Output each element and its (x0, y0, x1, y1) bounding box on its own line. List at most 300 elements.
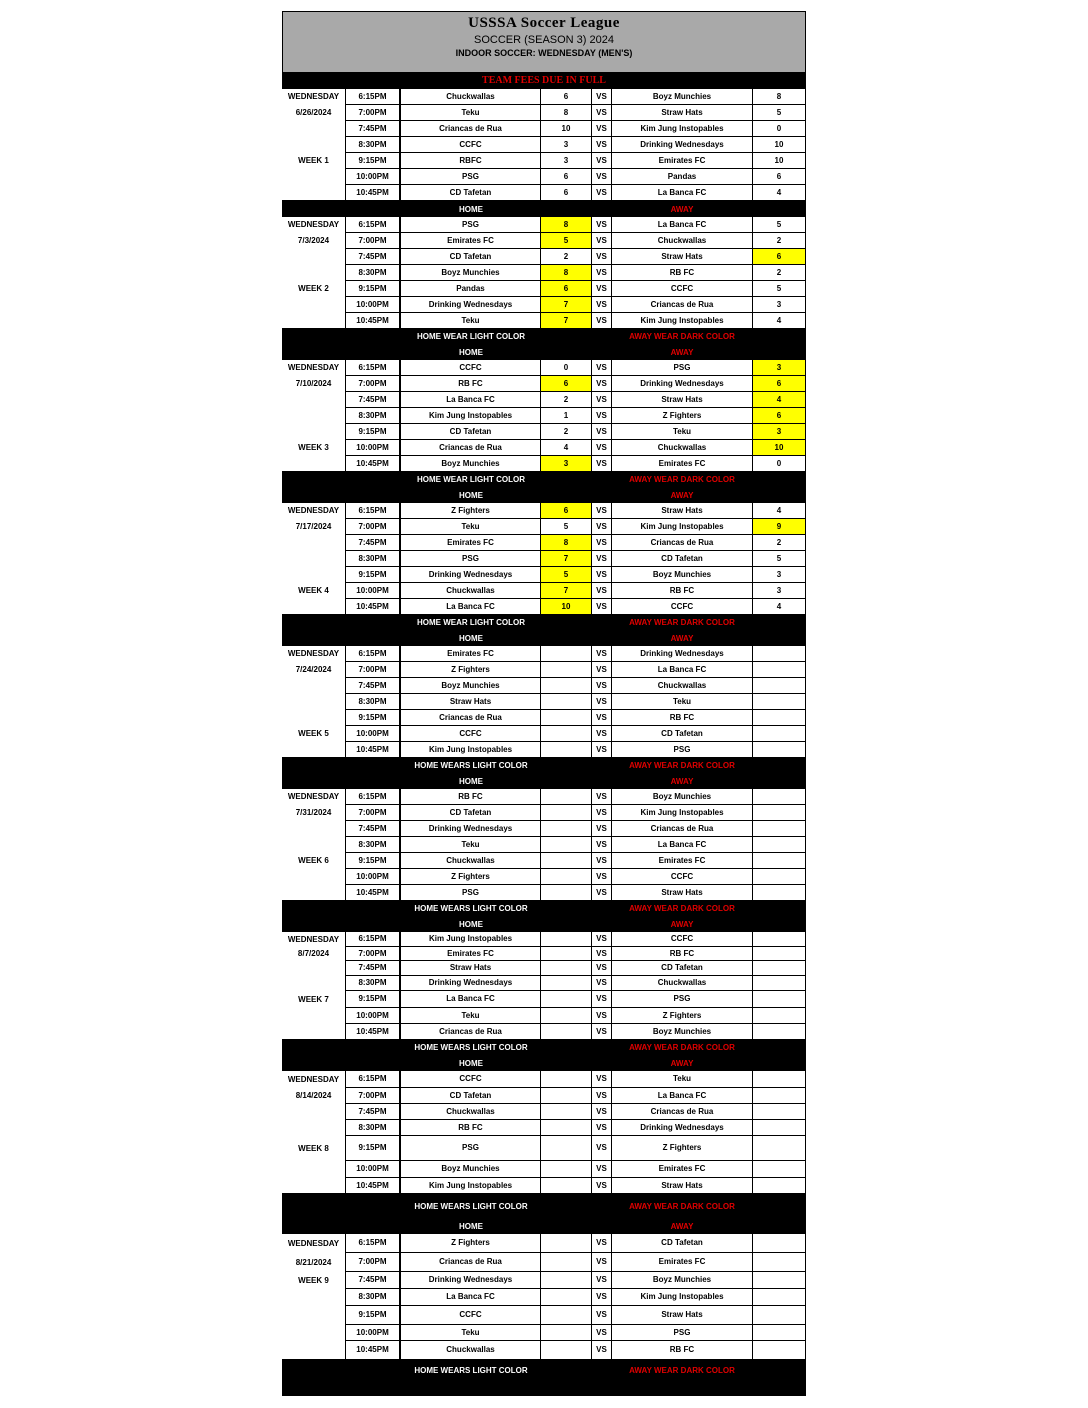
away-score: 6 (753, 249, 805, 264)
game-time: 9:15PM (346, 153, 399, 168)
home-score (541, 947, 591, 960)
vs-label: VS (592, 583, 611, 598)
away-team: CD Tafetan (612, 551, 752, 566)
game-time: 9:15PM (346, 281, 399, 296)
table-row (282, 805, 806, 821)
table-row (282, 646, 806, 662)
game-time: 8:30PM (346, 837, 399, 852)
table-row (282, 1306, 806, 1325)
away-team: Straw Hats (612, 1306, 752, 1324)
away-label: AWAY (670, 490, 694, 500)
away-score (753, 1008, 805, 1023)
away-score (753, 694, 805, 709)
game-time: 8:30PM (346, 1289, 399, 1305)
game-time: 10:00PM (346, 869, 399, 884)
game-time: 7:45PM (346, 1104, 399, 1119)
day-label: WEDNESDAY (287, 220, 340, 229)
away-team: Boyz Munchies (612, 789, 752, 804)
table-row (282, 885, 806, 901)
away-score: 5 (753, 217, 805, 232)
home-team: Pandas (401, 281, 540, 296)
day-label: WEDNESDAY (287, 792, 340, 801)
game-time: 7:00PM (346, 233, 399, 248)
home-score (541, 694, 591, 709)
away-score: 10 (753, 137, 805, 152)
home-score: 7 (541, 551, 591, 566)
home-score (541, 710, 591, 725)
date-label: 8/7/2024 (297, 949, 330, 958)
table-row (282, 424, 806, 440)
home-score: 8 (541, 217, 591, 232)
game-time: 9:15PM (346, 853, 399, 868)
home-team: Emirates FC (401, 233, 540, 248)
table-row (282, 535, 806, 551)
table-row (282, 869, 806, 885)
vs-label: VS (592, 869, 611, 884)
home-score: 2 (541, 424, 591, 439)
away-team: Pandas (612, 169, 752, 184)
home-team: PSG (401, 169, 540, 184)
label-row (282, 1218, 806, 1234)
home-score (541, 789, 591, 804)
fees-notice: TEAM FEES DUE IN FULL (482, 75, 606, 86)
home-team: RB FC (401, 1120, 540, 1135)
home-score (541, 991, 591, 1007)
game-time: 8:30PM (346, 265, 399, 280)
away-team: Boyz Munchies (612, 1272, 752, 1288)
date-label: 7/24/2024 (295, 665, 332, 674)
week-label: WEEK 5 (298, 729, 329, 738)
away-label: AWAY WEAR DARK COLOR (629, 475, 735, 484)
away-score (753, 869, 805, 884)
away-team: La Banca FC (612, 662, 752, 677)
home-label: HOME (459, 919, 483, 929)
away-label: AWAY WEAR DARK COLOR (629, 618, 735, 627)
table-row (282, 821, 806, 837)
away-team: Kim Jung Instopables (612, 1289, 752, 1305)
game-time: 7:45PM (346, 121, 399, 136)
home-score: 3 (541, 456, 591, 471)
division-title: INDOOR SOCCER: WEDNESDAY (MEN'S) (455, 48, 633, 58)
date-label: 7/31/2024 (295, 808, 332, 817)
day-label: WEDNESDAY (287, 649, 340, 658)
home-score (541, 678, 591, 693)
home-score (541, 961, 591, 975)
game-time: 8:30PM (346, 408, 399, 423)
home-team: Z Fighters (401, 662, 540, 677)
away-team: Emirates FC (612, 1253, 752, 1271)
away-team: Teku (612, 424, 752, 439)
game-time: 6:15PM (346, 360, 399, 375)
away-team: CD Tafetan (612, 726, 752, 741)
home-score (541, 1234, 591, 1252)
game-time: 10:00PM (346, 1161, 399, 1177)
away-label: AWAY (670, 1221, 694, 1231)
home-score (541, 885, 591, 900)
label-row (282, 773, 806, 789)
game-time: 10:45PM (346, 742, 399, 757)
away-score (753, 837, 805, 852)
home-score: 10 (541, 599, 591, 614)
game-time: 7:00PM (346, 662, 399, 677)
vs-label: VS (592, 360, 611, 375)
table-row (282, 551, 806, 567)
home-team: CCFC (401, 1071, 540, 1087)
date-label: 8/21/2024 (295, 1258, 332, 1267)
game-time: 7:45PM (346, 1272, 399, 1288)
away-score (753, 821, 805, 836)
table-row (282, 976, 806, 991)
home-team: Chuckwallas (401, 1341, 540, 1359)
table-row (282, 249, 806, 265)
away-score (753, 991, 805, 1007)
home-score (541, 1104, 591, 1119)
away-team: Chuckwallas (612, 678, 752, 693)
day-label: WEDNESDAY (287, 363, 340, 372)
home-team: Emirates FC (401, 535, 540, 550)
away-score (753, 1120, 805, 1135)
table-row (282, 1178, 806, 1194)
home-team: La Banca FC (401, 991, 540, 1007)
home-team: PSG (401, 551, 540, 566)
away-team: Straw Hats (612, 885, 752, 900)
game-time: 10:45PM (346, 1024, 399, 1039)
vs-label: VS (592, 1306, 611, 1324)
table-row (282, 662, 806, 678)
label-row (282, 329, 806, 344)
away-score: 0 (753, 121, 805, 136)
home-team: Drinking Wednesdays (401, 976, 540, 990)
week-label: WEEK 9 (298, 1276, 329, 1285)
game-time: 7:45PM (346, 961, 399, 975)
away-team: Drinking Wednesdays (612, 1120, 752, 1135)
label-row (282, 1040, 806, 1055)
away-team: PSG (612, 742, 752, 757)
away-team: Z Fighters (612, 1008, 752, 1023)
vs-label: VS (592, 281, 611, 296)
table-row (282, 313, 806, 329)
table-row (282, 853, 806, 869)
away-score (753, 1178, 805, 1193)
home-team: Kim Jung Instopables (401, 742, 540, 757)
table-row (282, 991, 806, 1008)
table-row (282, 1341, 806, 1360)
away-team: PSG (612, 1325, 752, 1340)
vs-label: VS (592, 376, 611, 391)
away-score: 9 (753, 519, 805, 534)
week-block-6 (282, 789, 806, 932)
week-block-5 (282, 646, 806, 789)
schedule-sheet (282, 11, 806, 1396)
game-time: 7:00PM (346, 105, 399, 120)
home-score: 6 (541, 185, 591, 200)
home-team: CD Tafetan (401, 424, 540, 439)
game-time: 6:15PM (346, 1071, 399, 1087)
home-score (541, 662, 591, 677)
game-time: 7:00PM (346, 1253, 399, 1271)
away-score (753, 662, 805, 677)
home-team: CD Tafetan (401, 185, 540, 200)
home-score (541, 726, 591, 741)
week-label: WEEK 2 (298, 284, 329, 293)
away-score: 5 (753, 105, 805, 120)
label-row (282, 615, 806, 630)
home-score: 6 (541, 503, 591, 518)
game-time: 7:00PM (346, 805, 399, 820)
away-team: Boyz Munchies (612, 1024, 752, 1039)
vs-label: VS (592, 947, 611, 960)
home-score: 5 (541, 519, 591, 534)
game-time: 10:00PM (346, 169, 399, 184)
home-team: La Banca FC (401, 1289, 540, 1305)
vs-label: VS (592, 535, 611, 550)
away-team: Teku (612, 694, 752, 709)
home-label: HOME WEAR LIGHT COLOR (417, 332, 525, 341)
home-score: 3 (541, 153, 591, 168)
away-score: 10 (753, 153, 805, 168)
label-row (282, 758, 806, 773)
vs-label: VS (592, 185, 611, 200)
home-team: CD Tafetan (401, 805, 540, 820)
table-row (282, 105, 806, 121)
vs-label: VS (592, 885, 611, 900)
table-row (282, 1008, 806, 1024)
away-team: CD Tafetan (612, 1234, 752, 1252)
vs-label: VS (592, 1088, 611, 1103)
away-label: AWAY WEAR DARK COLOR (629, 332, 735, 341)
table-row (282, 376, 806, 392)
game-time: 10:45PM (346, 456, 399, 471)
table-row (282, 1289, 806, 1306)
home-score: 6 (541, 376, 591, 391)
vs-label: VS (592, 961, 611, 975)
season-title: SOCCER (SEASON 3) 2024 (474, 34, 614, 46)
away-score (753, 1306, 805, 1324)
away-score (753, 1161, 805, 1177)
label-row (282, 1360, 806, 1380)
vs-label: VS (592, 1104, 611, 1119)
home-team: Kim Jung Instopables (401, 408, 540, 423)
game-time: 6:15PM (346, 503, 399, 518)
away-label: AWAY WEAR DARK COLOR (629, 761, 735, 770)
away-score: 8 (753, 89, 805, 104)
away-team: RB FC (612, 265, 752, 280)
home-team: Chuckwallas (401, 89, 540, 104)
schedule-body (282, 89, 806, 1380)
table-row (282, 837, 806, 853)
away-label: AWAY (670, 204, 694, 214)
away-team: Kim Jung Instopables (612, 313, 752, 328)
vs-label: VS (592, 519, 611, 534)
home-score: 8 (541, 265, 591, 280)
table-row (282, 789, 806, 805)
vs-label: VS (592, 169, 611, 184)
vs-label: VS (592, 121, 611, 136)
away-label: AWAY WEAR DARK COLOR (629, 1043, 735, 1052)
schedule-header (282, 11, 806, 73)
home-score: 8 (541, 105, 591, 120)
label-row (282, 344, 806, 360)
away-team: RB FC (612, 583, 752, 598)
home-label: HOME WEAR LIGHT COLOR (417, 475, 525, 484)
week-block-4 (282, 503, 806, 646)
vs-label: VS (592, 1325, 611, 1340)
vs-label: VS (592, 456, 611, 471)
home-score (541, 646, 591, 661)
label-row (282, 472, 806, 487)
game-time: 7:45PM (346, 392, 399, 407)
away-score: 5 (753, 551, 805, 566)
label-row (282, 487, 806, 503)
table-row (282, 217, 806, 233)
table-row (282, 1071, 806, 1088)
away-label: AWAY (670, 633, 694, 643)
away-score (753, 1071, 805, 1087)
table-row (282, 121, 806, 137)
home-score (541, 1008, 591, 1023)
away-team: Chuckwallas (612, 233, 752, 248)
home-team: Emirates FC (401, 646, 540, 661)
table-row (282, 694, 806, 710)
vs-label: VS (592, 646, 611, 661)
away-score (753, 710, 805, 725)
game-time: 6:15PM (346, 789, 399, 804)
away-score (753, 932, 805, 946)
day-label: WEDNESDAY (287, 92, 340, 101)
away-team: Teku (612, 1071, 752, 1087)
away-team: Kim Jung Instopables (612, 519, 752, 534)
game-time: 7:45PM (346, 249, 399, 264)
away-score (753, 1136, 805, 1160)
home-team: Emirates FC (401, 947, 540, 960)
away-label: AWAY WEAR DARK COLOR (629, 1365, 735, 1375)
label-row (282, 1055, 806, 1071)
game-time: 9:15PM (346, 567, 399, 582)
away-score (753, 646, 805, 661)
away-team: Drinking Wednesdays (612, 137, 752, 152)
home-label: HOME WEARS LIGHT COLOR (414, 904, 528, 913)
table-row (282, 1120, 806, 1136)
game-time: 10:45PM (346, 885, 399, 900)
home-label: HOME WEARS LIGHT COLOR (414, 1201, 528, 1211)
vs-label: VS (592, 1008, 611, 1023)
date-label: 7/3/2024 (297, 236, 330, 245)
away-team: CCFC (612, 281, 752, 296)
away-team: Kim Jung Instopables (612, 805, 752, 820)
home-team: PSG (401, 1136, 540, 1160)
away-team: CCFC (612, 869, 752, 884)
vs-label: VS (592, 821, 611, 836)
table-row (282, 742, 806, 758)
home-label: HOME WEARS LIGHT COLOR (414, 1365, 528, 1375)
vs-label: VS (592, 1136, 611, 1160)
table-row (282, 1024, 806, 1040)
home-team: Drinking Wednesdays (401, 1272, 540, 1288)
game-time: 10:00PM (346, 583, 399, 598)
home-team: Criancas de Rua (401, 710, 540, 725)
away-team: La Banca FC (612, 837, 752, 852)
away-score (753, 805, 805, 820)
table-row (282, 265, 806, 281)
home-label: HOME (459, 1058, 483, 1068)
game-time: 8:30PM (346, 1120, 399, 1135)
table-row (282, 1104, 806, 1120)
vs-label: VS (592, 1253, 611, 1271)
table-row (282, 1088, 806, 1104)
away-score: 3 (753, 583, 805, 598)
away-score: 6 (753, 376, 805, 391)
home-label: HOME WEARS LIGHT COLOR (414, 761, 528, 770)
away-team: Z Fighters (612, 1136, 752, 1160)
home-score (541, 821, 591, 836)
home-score (541, 1136, 591, 1160)
label-row (282, 1194, 806, 1218)
table-row (282, 169, 806, 185)
home-team: Boyz Munchies (401, 1161, 540, 1177)
away-team: La Banca FC (612, 185, 752, 200)
week-label: WEEK 1 (298, 156, 329, 165)
home-team: Criancas de Rua (401, 440, 540, 455)
home-score (541, 976, 591, 990)
vs-label: VS (592, 1161, 611, 1177)
day-label: WEDNESDAY (287, 1075, 340, 1084)
away-score: 4 (753, 185, 805, 200)
table-row (282, 456, 806, 472)
vs-label: VS (592, 853, 611, 868)
home-team: RBFC (401, 153, 540, 168)
away-team: CD Tafetan (612, 961, 752, 975)
away-score (753, 1088, 805, 1103)
vs-label: VS (592, 1289, 611, 1305)
away-score: 6 (753, 408, 805, 423)
home-team: Criancas de Rua (401, 1253, 540, 1271)
vs-label: VS (592, 976, 611, 990)
home-team: Chuckwallas (401, 853, 540, 868)
vs-label: VS (592, 1071, 611, 1087)
vs-label: VS (592, 1341, 611, 1359)
home-label: HOME (459, 633, 483, 643)
week-block-8 (282, 1071, 806, 1234)
home-team: Kim Jung Instopables (401, 1178, 540, 1193)
away-team: Z Fighters (612, 408, 752, 423)
away-score (753, 1104, 805, 1119)
game-time: 10:00PM (346, 440, 399, 455)
home-score: 7 (541, 583, 591, 598)
table-row (282, 567, 806, 583)
vs-label: VS (592, 217, 611, 232)
away-label: AWAY WEAR DARK COLOR (629, 904, 735, 913)
date-label: 7/17/2024 (295, 522, 332, 531)
away-score: 2 (753, 535, 805, 550)
home-score: 2 (541, 249, 591, 264)
game-time: 9:15PM (346, 1136, 399, 1160)
home-team: Chuckwallas (401, 1104, 540, 1119)
table-row (282, 519, 806, 535)
home-team: Boyz Munchies (401, 678, 540, 693)
game-time: 7:45PM (346, 821, 399, 836)
home-score: 8 (541, 535, 591, 550)
home-team: Straw Hats (401, 694, 540, 709)
away-label: AWAY WEAR DARK COLOR (629, 1201, 735, 1211)
home-score (541, 1253, 591, 1271)
vs-label: VS (592, 440, 611, 455)
away-score (753, 961, 805, 975)
home-label: HOME (459, 204, 483, 214)
home-team: Boyz Munchies (401, 456, 540, 471)
home-team: RB FC (401, 376, 540, 391)
away-label: AWAY (670, 776, 694, 786)
away-score: 4 (753, 599, 805, 614)
